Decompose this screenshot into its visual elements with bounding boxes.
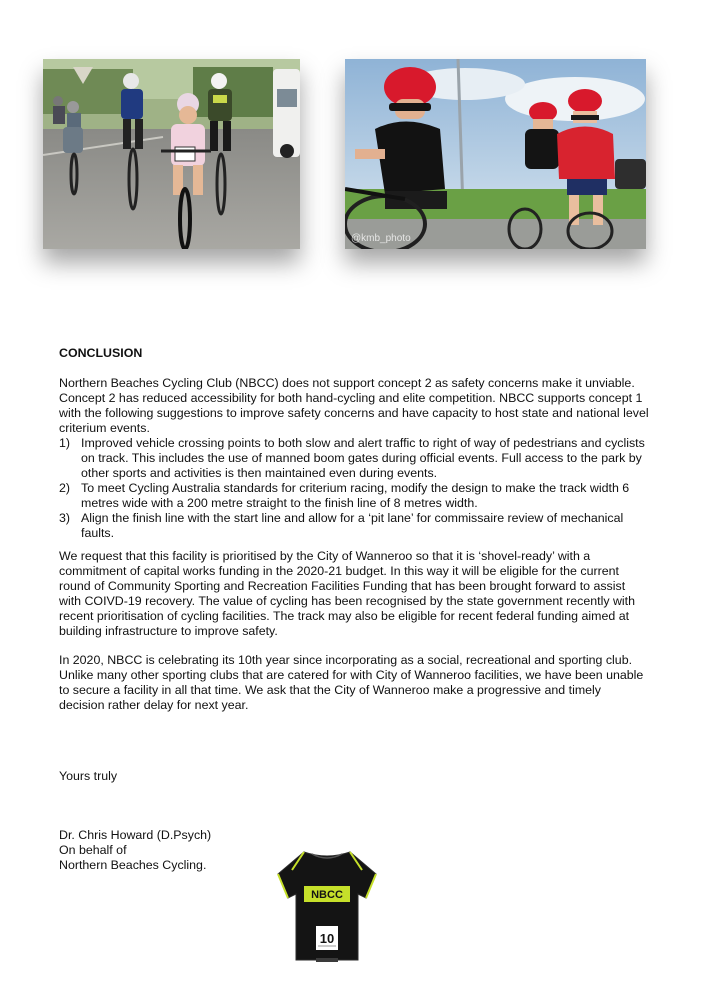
list-item-text: Align the finish line with the start line and allow for a ‘pit lane’ for commissaire review of mechanical faults. xyxy=(81,511,624,540)
conclusion-heading: CONCLUSION xyxy=(59,346,143,360)
conclusion-intro: Northern Beaches Cycling Club (NBCC) does not support concept 2 as safety concerns make it unviable. Concept 2 has reduced accessibility for both hand-cycling and elite competition. NBCC supports concept 1 with the following suggestions to improve safety concerns and have capacity to host state and national level criterium events. xyxy=(59,376,649,435)
jersey-number: 10 xyxy=(319,931,335,946)
list-item xyxy=(59,436,649,481)
signatory-name: Dr. Chris Howard (D.Psych) xyxy=(59,828,212,842)
organisation-name: Northern Beaches Cycling. xyxy=(59,858,207,872)
list-item-number: 2) xyxy=(59,481,71,495)
jersey-chest-text: NBCC xyxy=(311,889,343,901)
list-item xyxy=(59,511,649,541)
on-behalf-line: On behalf of xyxy=(59,843,127,857)
kids-cycling-illustration xyxy=(43,59,300,249)
list-item-text: Improved vehicle crossing points to both slow and alert traffic to right of way of pedestrians and cyclists on track. This includes the use of manned boom gates during official events. Full access to the park by other sports and activities is then maintained even during events. xyxy=(81,436,645,480)
suggestions-list xyxy=(59,436,649,541)
women-cycling-illustration xyxy=(345,59,646,249)
list-item xyxy=(59,481,649,511)
list-item-number: 1) xyxy=(59,436,71,450)
nbcc-jersey-image xyxy=(274,848,380,964)
list-item-number: 3) xyxy=(59,511,71,525)
conclusion-body xyxy=(59,376,649,541)
funding-request-paragraph: We request that this facility is prioritised by the City of Wanneroo so that it is ‘shovel-ready’ with a commitment of capital works funding in the 2020-21 budget. In this way it will be eligible for the current round of Community Sporting and Recreation Facilities Funding that has been brought forward to assist with COIVD-19 recovery. The value of cycling has been recognised by the state government recently with recent prioritisation of cycling facilities. The track may also be eligible for recent federal funding aimed at building infrastructure to improve safety. xyxy=(59,549,635,638)
women-cycling-photo xyxy=(345,59,646,249)
list-item-text: To meet Cycling Australia standards for criterium racing, modify the design to make the track width 6 metres wide with a 200 metre straight to the finish line of 8 metres width. xyxy=(81,481,630,510)
closing-line: Yours truly xyxy=(59,769,118,783)
kids-cycling-photo xyxy=(43,59,300,249)
photo-watermark: @kmb_photo xyxy=(351,233,411,244)
jersey-illustration xyxy=(274,848,380,964)
anniversary-paragraph: In 2020, NBCC is celebrating its 10th year since incorporating as a social, recreational and sporting club. Unlike many other sporting clubs that are catered for with City of Wanneroo facilities, we have been unable to secure a facility in all that time. We ask that the City of Wanneroo make a progressive and timely decision rather delay for next year. xyxy=(59,653,644,712)
